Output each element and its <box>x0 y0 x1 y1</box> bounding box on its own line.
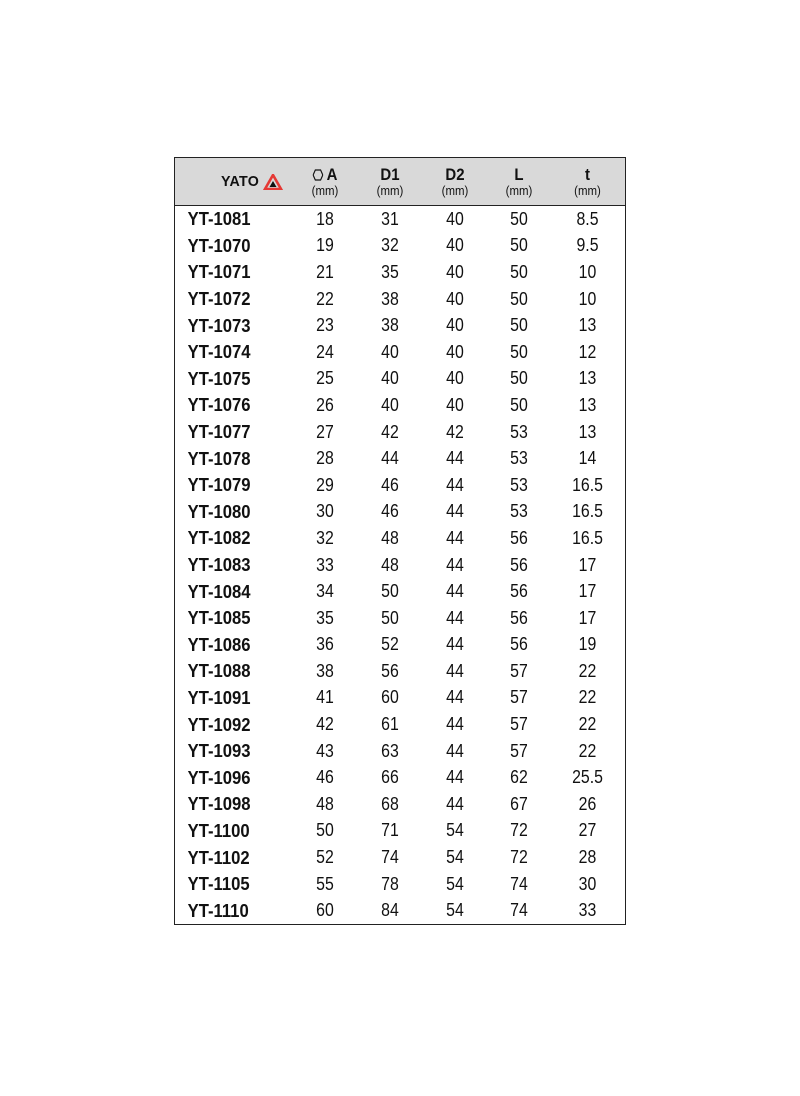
cell-a: 52 <box>316 847 334 868</box>
cell-a: 60 <box>316 900 334 921</box>
cell-a: 55 <box>316 873 334 894</box>
cell-l: 56 <box>510 634 528 655</box>
header-d2-label: D2 <box>445 165 465 184</box>
cell-a: 46 <box>316 767 334 788</box>
cell-d2: 44 <box>446 714 464 735</box>
table-row <box>175 233 625 260</box>
cell-a: 34 <box>316 581 334 602</box>
cell-d2: 44 <box>446 740 464 761</box>
cell-l: 53 <box>510 448 528 469</box>
cell-d2: 54 <box>446 847 464 868</box>
cell-l: 50 <box>510 208 528 229</box>
product-code: YT-1083 <box>187 554 251 576</box>
cell-l: 57 <box>510 660 528 681</box>
cell-t: 12 <box>578 341 597 362</box>
table-row <box>175 658 625 685</box>
table-header <box>175 158 625 206</box>
cell-l: 57 <box>510 740 528 761</box>
cell-l: 57 <box>510 687 528 708</box>
product-code: YT-1091 <box>187 686 251 708</box>
cell-d1: 50 <box>381 607 399 628</box>
cell-t: 27 <box>578 820 597 841</box>
product-code: YT-1077 <box>187 421 251 443</box>
cell-a: 48 <box>316 793 334 814</box>
spec-table <box>174 157 626 925</box>
cell-d1: 40 <box>381 394 399 415</box>
cell-t: 22 <box>578 740 597 761</box>
cell-d1: 52 <box>381 634 399 655</box>
product-code: YT-1074 <box>187 341 251 363</box>
cell-l: 50 <box>510 235 528 256</box>
product-code: YT-1081 <box>187 208 251 230</box>
product-code: YT-1096 <box>187 766 251 788</box>
cell-l: 56 <box>510 554 528 575</box>
table-row <box>175 844 625 871</box>
cell-l: 53 <box>510 501 528 522</box>
table-row <box>175 339 625 366</box>
cell-d1: 44 <box>381 448 399 469</box>
cell-d1: 78 <box>381 873 399 894</box>
table-row <box>175 791 625 818</box>
cell-d2: 44 <box>446 474 464 495</box>
cell-a: 50 <box>316 820 334 841</box>
cell-d1: 38 <box>381 315 399 336</box>
cell-t: 16.5 <box>572 527 603 548</box>
cell-l: 50 <box>510 341 528 362</box>
cell-d2: 44 <box>446 767 464 788</box>
cell-t: 13 <box>578 315 597 336</box>
cell-l: 74 <box>510 900 528 921</box>
product-code: YT-1073 <box>187 314 251 336</box>
table-row <box>175 259 625 286</box>
cell-t: 10 <box>578 288 597 309</box>
cell-d2: 44 <box>446 501 464 522</box>
cell-t: 26 <box>578 793 597 814</box>
cell-d2: 40 <box>446 341 464 362</box>
cell-a: 30 <box>316 501 334 522</box>
cell-l: 72 <box>510 847 528 868</box>
cell-l: 67 <box>510 793 528 814</box>
cell-t: 10 <box>578 261 597 282</box>
header-l-label: L <box>514 165 524 184</box>
cell-a: 19 <box>316 235 334 256</box>
cell-d2: 40 <box>446 261 464 282</box>
cell-l: 53 <box>510 474 528 495</box>
cell-d2: 40 <box>446 394 464 415</box>
cell-d2: 40 <box>446 288 464 309</box>
cell-t: 13 <box>578 368 597 389</box>
header-t-unit: (mm) <box>574 183 601 198</box>
cell-a: 29 <box>316 474 334 495</box>
cell-l: 62 <box>510 767 528 788</box>
header-a <box>293 166 357 197</box>
cell-d1: 63 <box>381 740 399 761</box>
cell-d2: 40 <box>446 315 464 336</box>
product-code: YT-1098 <box>187 793 251 815</box>
header-t <box>551 166 624 197</box>
cell-l: 50 <box>510 261 528 282</box>
cell-t: 22 <box>578 687 597 708</box>
cell-a: 28 <box>316 448 334 469</box>
cell-t: 14 <box>578 448 597 469</box>
cell-d1: 68 <box>381 793 399 814</box>
cell-d2: 44 <box>446 660 464 681</box>
cell-t: 16.5 <box>572 501 603 522</box>
brand-cell <box>175 158 293 205</box>
product-code: YT-1072 <box>187 288 251 310</box>
cell-l: 50 <box>510 368 528 389</box>
product-code: YT-1088 <box>187 660 251 682</box>
cell-d1: 46 <box>381 501 399 522</box>
cell-a: 26 <box>316 394 334 415</box>
cell-d1: 84 <box>381 900 399 921</box>
cell-d1: 56 <box>381 660 399 681</box>
cell-a: 42 <box>316 714 334 735</box>
cell-d1: 32 <box>381 235 399 256</box>
cell-t: 13 <box>578 394 597 415</box>
product-code: YT-1080 <box>187 500 251 522</box>
cell-l: 56 <box>510 607 528 628</box>
cell-d1: 48 <box>381 527 399 548</box>
table-row <box>175 897 625 924</box>
cell-l: 53 <box>510 421 528 442</box>
cell-a: 38 <box>316 660 334 681</box>
cell-t: 17 <box>578 581 597 602</box>
cell-a: 24 <box>316 341 334 362</box>
cell-d2: 44 <box>446 581 464 602</box>
table-row <box>175 632 625 659</box>
cell-l: 72 <box>510 820 528 841</box>
cell-a: 33 <box>316 554 334 575</box>
cell-t: 30 <box>578 873 597 894</box>
product-code: YT-1076 <box>187 394 251 416</box>
header-d1-label: D1 <box>380 165 400 184</box>
product-code: YT-1070 <box>187 234 251 256</box>
cell-d2: 54 <box>446 900 464 921</box>
table-row <box>175 286 625 313</box>
cell-a: 36 <box>316 634 334 655</box>
cell-t: 28 <box>578 847 597 868</box>
header-d2 <box>423 166 487 197</box>
cell-t: 19 <box>578 634 597 655</box>
product-code: YT-1110 <box>187 899 249 921</box>
cell-a: 32 <box>316 527 334 548</box>
table-row <box>175 499 625 526</box>
cell-d1: 42 <box>381 421 399 442</box>
cell-t: 17 <box>578 554 597 575</box>
table-row <box>175 472 625 499</box>
table-row <box>175 605 625 632</box>
cell-d2: 40 <box>446 208 464 229</box>
table-row <box>175 738 625 765</box>
product-code: YT-1093 <box>187 740 251 762</box>
cell-d1: 48 <box>381 554 399 575</box>
cell-a: 41 <box>316 687 334 708</box>
cell-d1: 31 <box>381 208 399 229</box>
header-a-label: A <box>326 165 338 184</box>
product-code: YT-1078 <box>187 447 251 469</box>
cell-d2: 44 <box>446 448 464 469</box>
cell-d1: 66 <box>381 767 399 788</box>
cell-d1: 60 <box>381 687 399 708</box>
header-d2-unit: (mm) <box>441 183 469 198</box>
cell-d1: 74 <box>381 847 399 868</box>
cell-a: 27 <box>316 421 334 442</box>
cell-d2: 40 <box>446 235 464 256</box>
header-d1-unit: (mm) <box>376 183 404 198</box>
table-row <box>175 711 625 738</box>
header-d1 <box>357 166 423 197</box>
cell-t: 22 <box>578 660 597 681</box>
table-row <box>175 685 625 712</box>
header-t-label: t <box>584 165 590 184</box>
cell-t: 13 <box>578 421 597 442</box>
cell-d1: 50 <box>381 581 399 602</box>
table-row <box>175 206 625 233</box>
cell-d2: 42 <box>446 421 464 442</box>
cell-l: 74 <box>510 873 528 894</box>
cell-t: 17 <box>578 607 597 628</box>
table-row <box>175 419 625 446</box>
product-code: YT-1100 <box>187 819 250 841</box>
cell-l: 56 <box>510 581 528 602</box>
cell-d1: 46 <box>381 474 399 495</box>
cell-t: 16.5 <box>572 474 603 495</box>
cell-l: 50 <box>510 288 528 309</box>
product-code: YT-1085 <box>187 607 251 629</box>
product-code: YT-1092 <box>187 713 251 735</box>
header-a-unit: (mm) <box>311 183 339 198</box>
cell-d2: 44 <box>446 634 464 655</box>
cell-t: 25.5 <box>572 767 603 788</box>
cell-d1: 40 <box>381 368 399 389</box>
hexagon-icon <box>313 169 324 181</box>
product-code: YT-1071 <box>187 261 251 283</box>
cell-d2: 44 <box>446 607 464 628</box>
product-code: YT-1079 <box>187 474 251 496</box>
header-l-unit: (mm) <box>505 183 533 198</box>
cell-a: 25 <box>316 368 334 389</box>
brand-name: YATO <box>220 173 259 190</box>
cell-a: 23 <box>316 315 334 336</box>
cell-d2: 40 <box>446 368 464 389</box>
table-row <box>175 578 625 605</box>
cell-d1: 71 <box>381 820 399 841</box>
product-code: YT-1086 <box>187 633 251 655</box>
table-row <box>175 366 625 393</box>
cell-a: 35 <box>316 607 334 628</box>
table-row <box>175 525 625 552</box>
table-row <box>175 552 625 579</box>
table-row <box>175 445 625 472</box>
cell-a: 21 <box>316 261 334 282</box>
cell-d2: 44 <box>446 527 464 548</box>
header-l <box>487 166 551 197</box>
product-code: YT-1105 <box>187 873 250 895</box>
cell-t: 22 <box>578 714 597 735</box>
cell-l: 56 <box>510 527 528 548</box>
cell-a: 43 <box>316 740 334 761</box>
table-row <box>175 764 625 791</box>
cell-d1: 40 <box>381 341 399 362</box>
table-body <box>175 206 625 924</box>
cell-d1: 61 <box>381 714 399 735</box>
cell-t: 8.5 <box>576 208 599 229</box>
cell-d1: 35 <box>381 261 399 282</box>
table-row <box>175 818 625 845</box>
product-code: YT-1082 <box>187 527 251 549</box>
cell-d2: 44 <box>446 793 464 814</box>
product-code: YT-1075 <box>187 367 251 389</box>
cell-t: 9.5 <box>576 235 599 256</box>
cell-l: 50 <box>510 394 528 415</box>
product-code: YT-1084 <box>187 580 251 602</box>
product-code: YT-1102 <box>187 846 250 868</box>
cell-l: 50 <box>510 315 528 336</box>
table-row <box>175 871 625 898</box>
cell-l: 57 <box>510 714 528 735</box>
cell-d2: 44 <box>446 687 464 708</box>
table-row <box>175 312 625 339</box>
cell-t: 33 <box>578 900 597 921</box>
cell-a: 22 <box>316 288 334 309</box>
cell-d2: 44 <box>446 554 464 575</box>
cell-d2: 54 <box>446 873 464 894</box>
yato-triangle-logo-icon <box>263 174 283 190</box>
cell-d1: 38 <box>381 288 399 309</box>
cell-d2: 54 <box>446 820 464 841</box>
cell-a: 18 <box>316 208 334 229</box>
table-row <box>175 392 625 419</box>
